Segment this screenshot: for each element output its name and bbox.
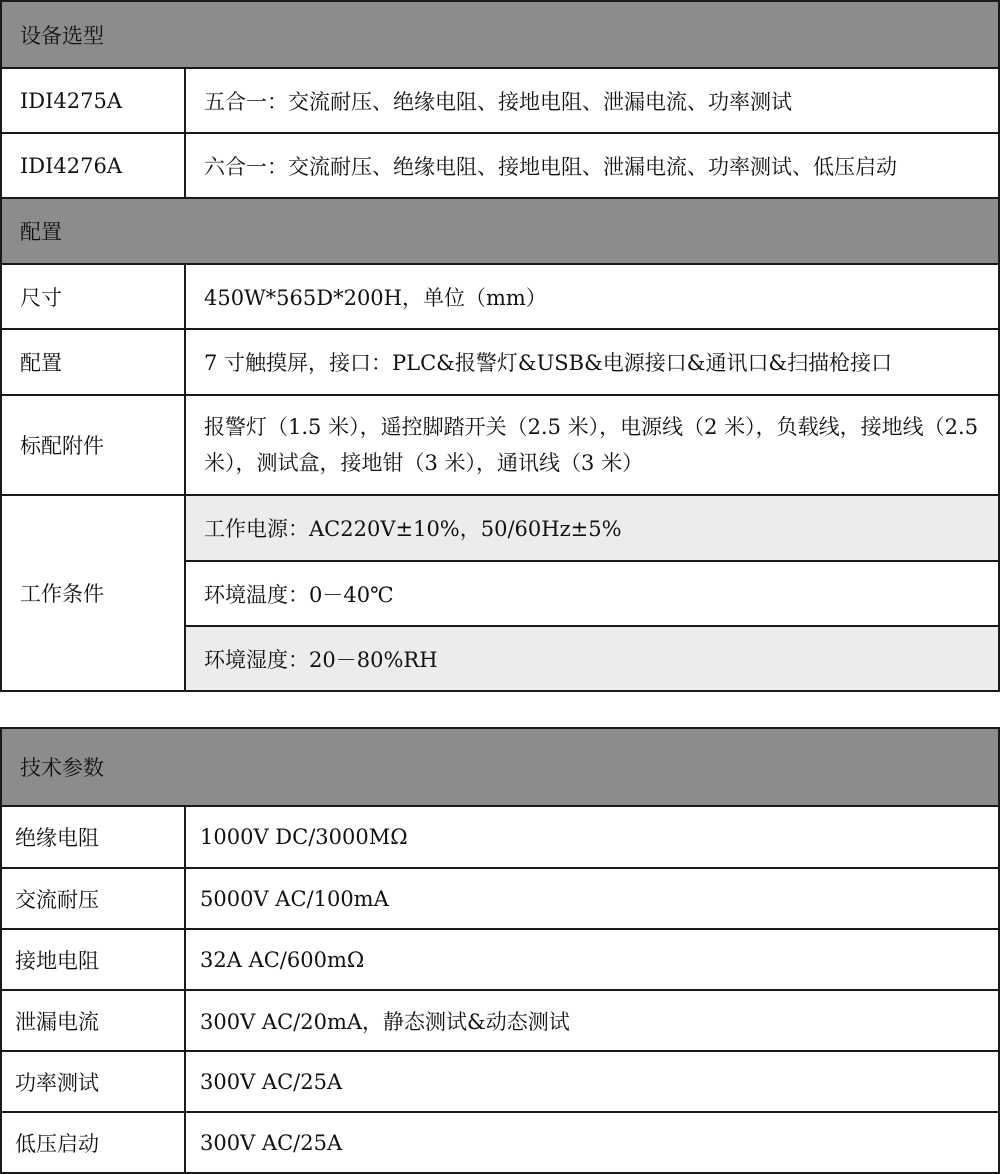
param-value: 1000V DC/3000MΩ (185, 806, 999, 868)
param-row (1, 1112, 999, 1173)
param-label: 绝缘电阻 (1, 806, 185, 868)
config-value: 7 寸触摸屏，接口：PLC&报警灯&USB&电源接口&通讯口&扫描枪接口 (185, 329, 999, 395)
param-value: 32A AC/600mΩ (185, 929, 999, 990)
technical-parameters-table (0, 727, 1000, 1174)
section-header-row (1, 728, 999, 806)
working-conditions-label: 工作条件 (1, 495, 185, 691)
param-value: 300V AC/25A (185, 1051, 999, 1112)
working-condition-value: 环境湿度：20－80%RH (185, 626, 999, 691)
config-value: 450W*565D*200H，单位（mm） (185, 264, 999, 329)
working-condition-value: 环境温度：0－40℃ (185, 561, 999, 626)
model-label: IDI4276A (1, 133, 185, 198)
model-row (1, 133, 999, 198)
model-label: IDI4275A (1, 68, 185, 133)
param-row (1, 929, 999, 990)
param-value: 5000V AC/100mA (185, 868, 999, 929)
param-label: 功率测试 (1, 1051, 185, 1112)
config-row (1, 395, 999, 495)
config-value: 报警灯（1.5 米），遥控脚踏开关（2.5 米），电源线（2 米），负载线，接地线（2.5 米），测试盒，接地钳（3 米），通讯线（3 米） (185, 395, 999, 495)
param-row (1, 868, 999, 929)
working-condition-value: 工作电源：AC220V±10%，50/60Hz±5% (185, 495, 999, 561)
param-label: 低压启动 (1, 1112, 185, 1173)
section-header-row (1, 1, 999, 68)
param-label: 接地电阻 (1, 929, 185, 990)
working-condition-row (1, 495, 999, 561)
model-description: 五合一：交流耐压、绝缘电阻、接地电阻、泄漏电流、功率测试 (185, 68, 999, 133)
param-row (1, 990, 999, 1051)
config-label: 标配附件 (1, 395, 185, 495)
param-row (1, 1051, 999, 1112)
param-label: 泄漏电流 (1, 990, 185, 1051)
param-value: 300V AC/25A (185, 1112, 999, 1173)
model-description: 六合一：交流耐压、绝缘电阻、接地电阻、泄漏电流、功率测试、低压启动 (185, 133, 999, 198)
config-label: 尺寸 (1, 264, 185, 329)
param-row (1, 806, 999, 868)
section-title-selection: 设备选型 (1, 1, 999, 68)
config-row (1, 264, 999, 329)
config-row (1, 329, 999, 395)
config-label: 配置 (1, 329, 185, 395)
param-label: 交流耐压 (1, 868, 185, 929)
param-value: 300V AC/20mA，静态测试&动态测试 (185, 990, 999, 1051)
section-title-config: 配置 (1, 198, 999, 264)
model-row (1, 68, 999, 133)
section-title-params: 技术参数 (1, 728, 999, 806)
section-header-row (1, 198, 999, 264)
